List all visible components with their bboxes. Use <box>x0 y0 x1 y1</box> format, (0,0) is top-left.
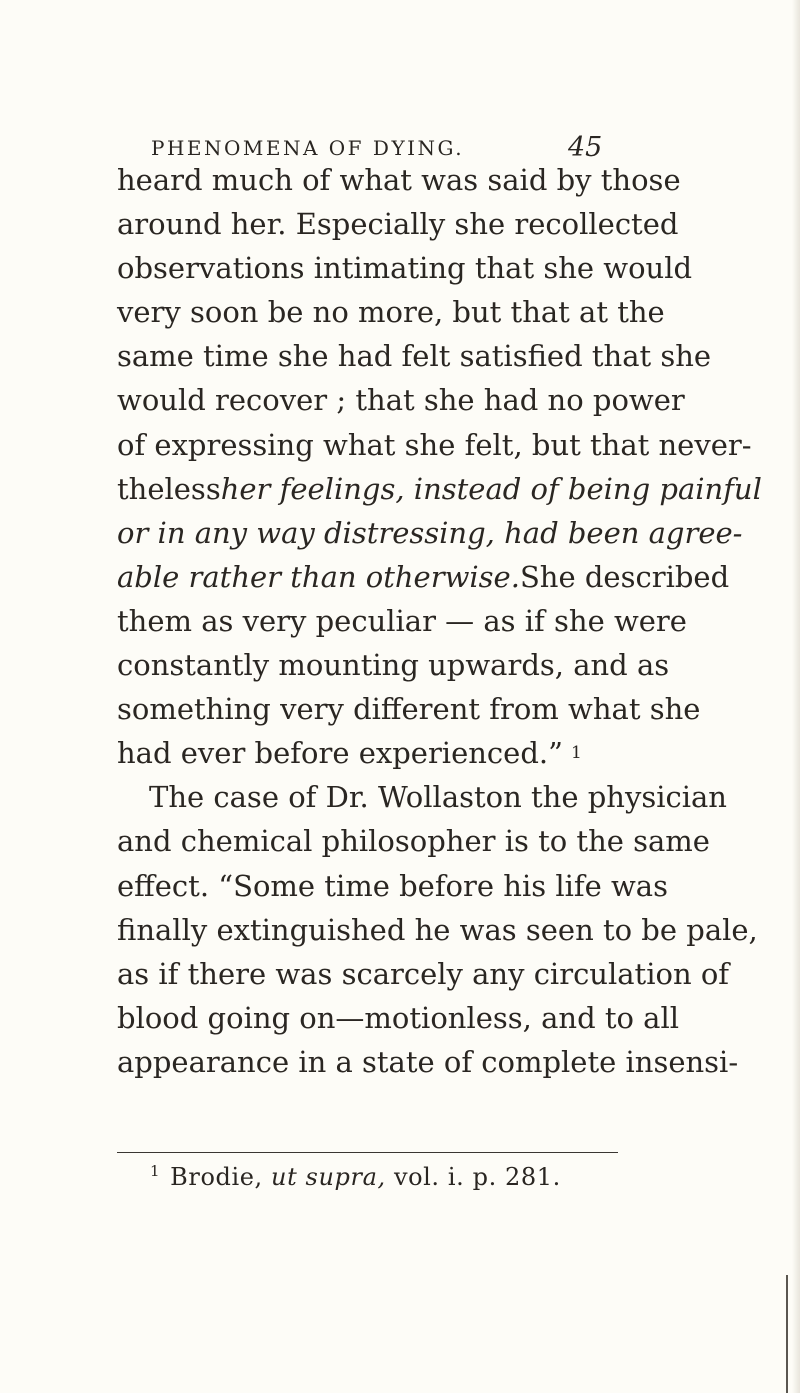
text-line: observations intimating that she would <box>117 251 693 286</box>
text-line <box>117 555 730 599</box>
text-line: had ever before experienced.” 1 <box>117 731 637 775</box>
text-line: same time she had felt satisfied that she <box>117 339 712 374</box>
text-line: heard much of what was said by those <box>117 163 681 197</box>
text-line: would recover ; that she had no power <box>117 383 685 418</box>
text-line <box>117 511 743 555</box>
body-text <box>117 158 762 1084</box>
footnote-ref-italic: ut supra, <box>271 1163 386 1191</box>
text-line: blood going on—motionless, and to all <box>117 1000 680 1035</box>
footnote-citation: vol. i. p. 281. <box>393 1163 561 1191</box>
text-line: The case of Dr. Wollaston the physician <box>149 780 727 815</box>
text-line: them as very peculiar — as if she were <box>117 603 687 638</box>
text-line: as if there was scarcely any circulation of <box>117 956 730 991</box>
footnote <box>150 1162 561 1191</box>
footnote-author: Brodie, <box>170 1163 263 1191</box>
line-suffix: She described <box>519 559 730 594</box>
text-line <box>117 467 762 511</box>
text-line: very soon be no more, but that at the <box>117 295 665 330</box>
footnote-mark: 1 <box>150 1162 161 1180</box>
text-line: and chemical philosopher is to the same <box>117 824 710 859</box>
italic-phrase: or in any way distressing, had been agree- <box>117 515 743 550</box>
running-head-title: PHENOMENA OF DYING. <box>151 136 465 160</box>
text-line: of expressing what she felt, but that never- <box>117 427 752 462</box>
text-line: something very different from what she <box>117 692 701 727</box>
footnote-divider <box>117 1152 618 1153</box>
text-line: around her. Especially she recollected <box>117 207 679 242</box>
footnote-reference: 1 <box>570 743 582 764</box>
italic-phrase: her feelings, instead of being painful <box>220 471 762 506</box>
text-line: appearance in a state of complete insensi- <box>117 1044 739 1079</box>
margin-rule <box>786 1275 788 1393</box>
line-prefix: theless <box>117 471 221 506</box>
text-line: effect. “Some time before his life was <box>117 868 668 903</box>
text-line: finally extinguished he was seen to be pale, <box>117 912 758 947</box>
text-line: constantly mounting upwards, and as <box>117 648 670 683</box>
italic-phrase: able rather than otherwise. <box>117 559 520 594</box>
page-edge-shadow <box>792 0 800 1393</box>
page-number: 45 <box>568 132 603 163</box>
